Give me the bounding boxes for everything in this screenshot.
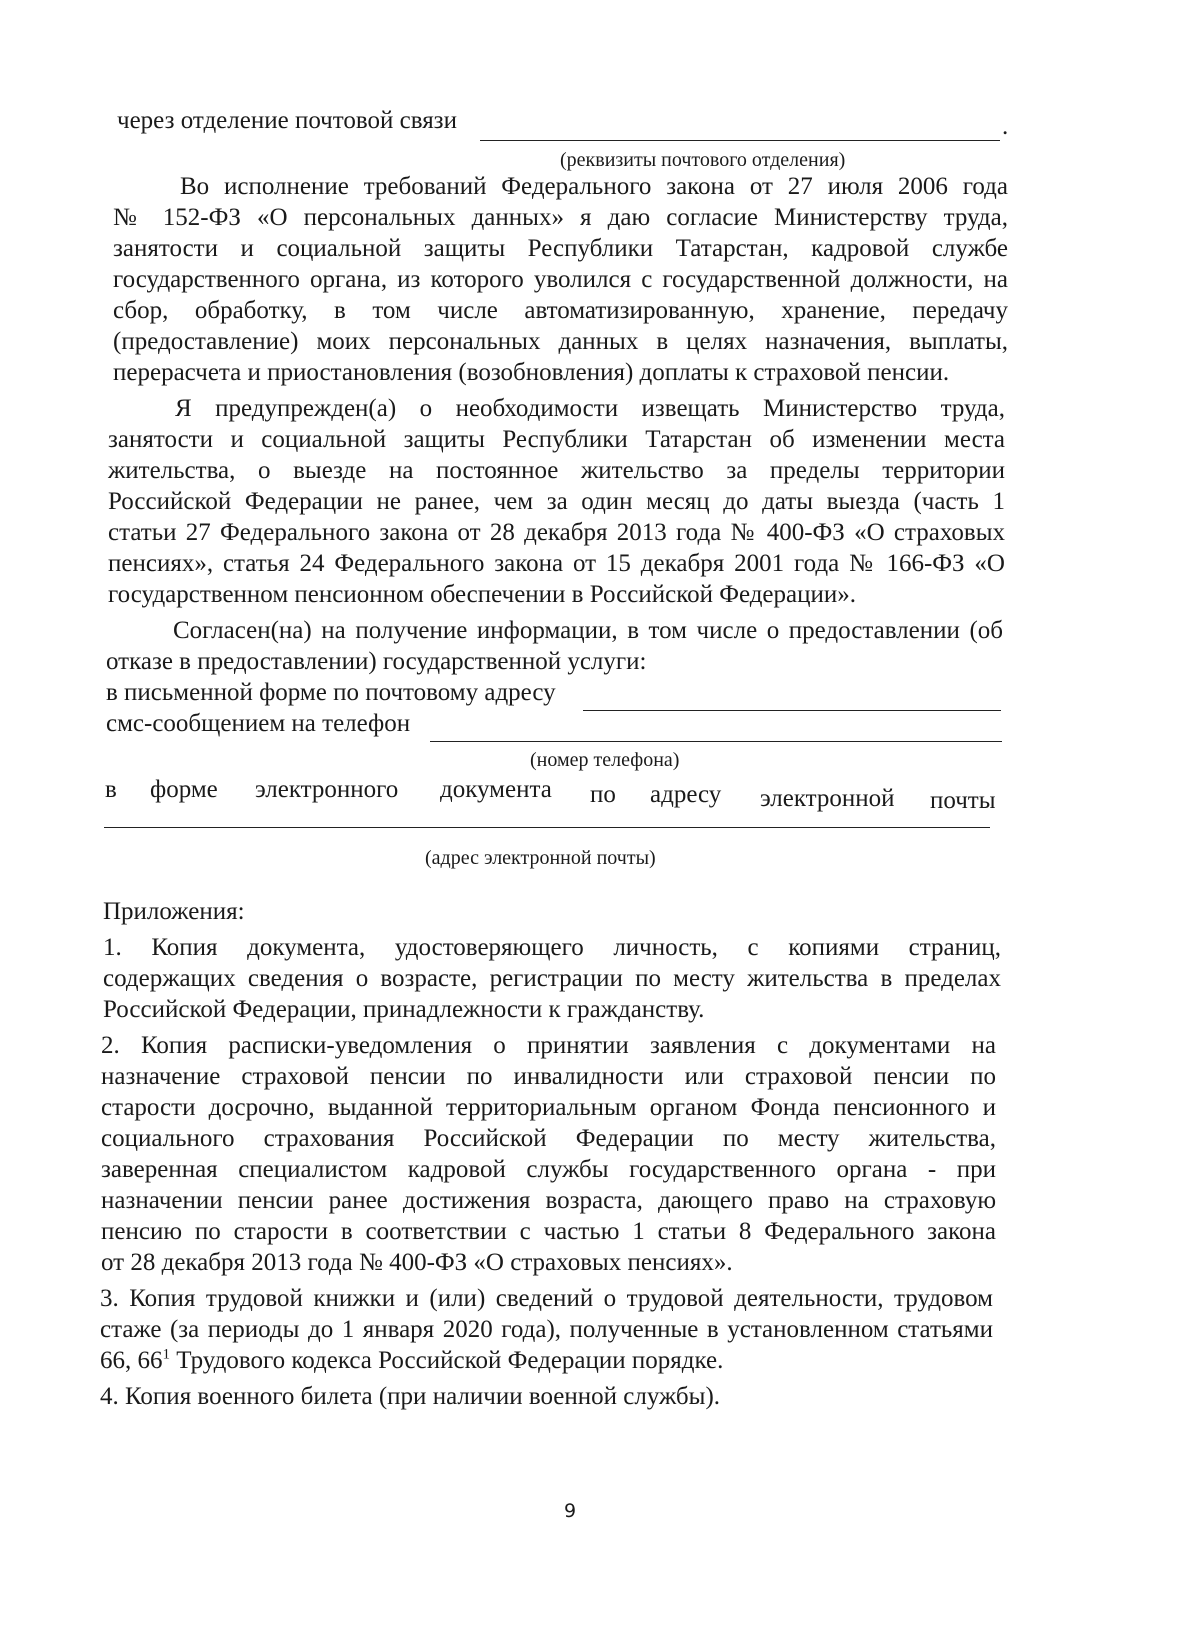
consent-line-5: сбор, обработку, в том числе автоматизированную, хранение, передачу (113, 297, 1008, 324)
agreement-line-1: Согласен(на) на получение информации, в том числе о предоставлении (об (173, 617, 1003, 644)
post-office-blank (480, 140, 1000, 141)
attachment-2-line-1: 2. Копия расписки-уведомления о принятии заявления с документами на (101, 1032, 996, 1059)
attachment-2-line-5: заверенная специалистом кадровой службы государственного органа - при (101, 1156, 996, 1183)
attachment-3-line-3-text: Трудового кодекса Российской Федерации порядке. (170, 1347, 724, 1374)
agreement-line-2: отказе в предоставлении) государственной услуги: (106, 648, 647, 675)
email-word-1: в (105, 776, 117, 803)
attachment-4-line-1: 4. Копия военного билета (при наличии военной службы). (100, 1383, 721, 1410)
email-word-3: электронного (255, 776, 399, 803)
attachment-3-line-2: стаже (за периоды до 1 января 2020 года), полученные в установленном статьями (100, 1316, 993, 1343)
email-word-4: документа (440, 776, 552, 803)
sms-label: смс-сообщением на телефон (106, 710, 411, 737)
attachment-3-superscript: 1 (162, 1346, 170, 1363)
email-word-2: форме (150, 776, 218, 803)
email-word-6: адресу (650, 781, 722, 808)
email-word-8: почты (930, 787, 996, 814)
attachment-1-line-3: Российской Федерации, принадлежности к гражданству. (103, 996, 705, 1023)
warning-line-4: Российской Федерации не ранее, чем за один месяц до даты выезда (часть 1 (108, 488, 1005, 515)
warning-line-1: Я предупрежден(а) о необходимости извещать Министерство труда, (175, 395, 1005, 422)
phone-blank (430, 741, 1002, 742)
attachment-2-line-3: старости досрочно, выданной территориальным органом Фонда пенсионного и (101, 1094, 996, 1121)
attachment-2-line-6: назначении пенсии ранее достижения возраста, дающего право на страховую (101, 1187, 996, 1214)
consent-line-3: занятости и социальной защиты Республики Татарстан, кадровой службе (113, 235, 1008, 262)
warning-line-7: государственном пенсионном обеспечении в Российской Федерации». (108, 581, 857, 608)
phone-caption: (номер телефона) (530, 749, 680, 771)
consent-line-7: перерасчета и приостановления (возобновления) доплаты к страховой пенсии. (113, 359, 950, 386)
attachment-2-line-8: от 28 декабря 2013 года № 400-ФЗ «О страховых пенсиях». (101, 1249, 733, 1276)
postal-address-label: в письменной форме по почтовому адресу (106, 679, 556, 706)
email-caption: (адрес электронной почты) (425, 847, 656, 869)
consent-line-1: Во исполнение требований Федерального закона от 27 июля 2006 года (180, 173, 1008, 200)
attachment-3-article-numbers: 66, 66 (100, 1347, 163, 1374)
consent-line-6: (предоставление) моих персональных данных в целях назначения, выплаты, (113, 328, 1008, 355)
attachment-3-line-3 (100, 1346, 723, 1376)
attachments-title: Приложения: (103, 898, 245, 925)
warning-line-5: статьи 27 Федерального закона от 28 декабря 2013 года № 400-ФЗ «О страховых (108, 519, 1005, 546)
warning-line-3: жительства, о выезде на постоянное жительство за пределы территории (108, 457, 1005, 484)
consent-line-2: № 152-ФЗ «О персональных данных» я даю согласие Министерству труда, (113, 204, 1008, 231)
post-office-period: . (1002, 113, 1009, 140)
consent-line-4: государственного органа, из которого уволился с государственной должности, на (113, 266, 1008, 293)
attachment-1-line-2: содержащих сведения о возрасте, регистрации по месту жительства в пределах (103, 965, 1001, 992)
warning-line-2: занятости и социальной защиты Республики Татарстан об изменении места (108, 426, 1005, 453)
email-blank (104, 827, 990, 828)
attachment-2-line-4: социального страхования Российской Федерации по месту жительства, (101, 1125, 996, 1152)
post-office-label: через отделение почтовой связи (117, 107, 457, 134)
postal-address-blank (583, 710, 1001, 711)
attachment-3-line-1: 3. Копия трудовой книжки и (или) сведений о трудовой деятельности, трудовом (100, 1285, 993, 1312)
page-number: 9 (563, 1500, 577, 1522)
warning-line-6: пенсиях», статья 24 Федерального закона от 15 декабря 2001 года № 166-ФЗ «О (108, 550, 1005, 577)
attachment-1-line-1: 1. Копия документа, удостоверяющего личность, с копиями страниц, (103, 934, 1001, 961)
attachment-2-line-7: пенсию по старости в соответствии с частью 1 статьи 8 Федерального закона (101, 1218, 996, 1245)
email-word-7: электронной (760, 785, 895, 812)
post-office-caption: (реквизиты почтового отделения) (560, 149, 846, 171)
attachment-2-line-2: назначение страховой пенсии по инвалидности или страховой пенсии по (101, 1063, 996, 1090)
email-word-5: по (590, 781, 616, 808)
